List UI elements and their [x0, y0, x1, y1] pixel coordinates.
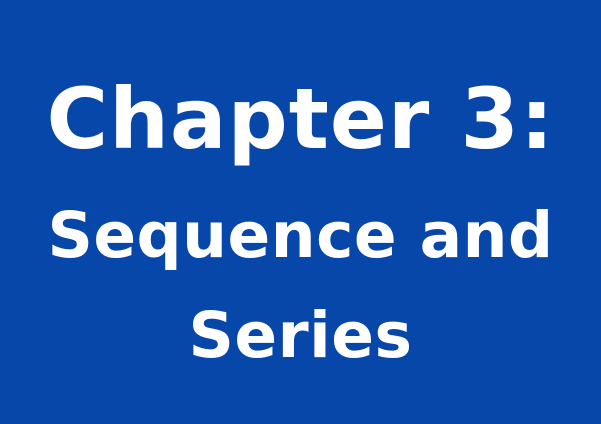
chapter-heading: Chapter 3:: [46, 70, 555, 168]
chapter-subtitle-line-2: Series: [188, 299, 413, 372]
chapter-subtitle-line-1: Sequence and: [47, 199, 554, 272]
